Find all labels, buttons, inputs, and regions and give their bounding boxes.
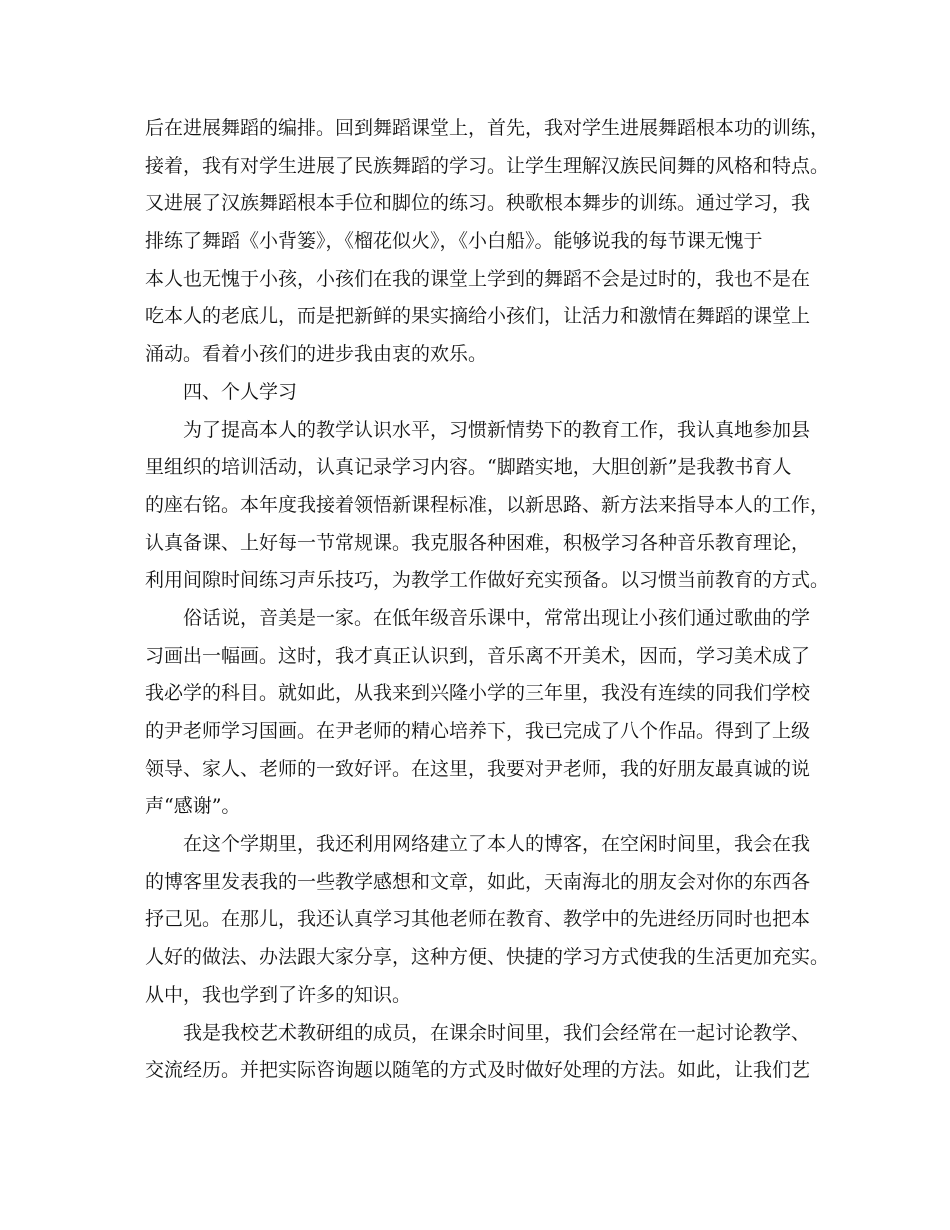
text-line: 又进展了汉族舞蹈根本手位和脚位的练习。秧歌根本舞步的训练。通过学习，我 <box>145 192 811 215</box>
text-line: 抒己见。在那儿，我还认真学习其他老师在教育、教学中的先进经历同时也把本 <box>145 908 811 931</box>
text-line: 交流经历。并把实际咨询题以随笔的方式及时做好处理的方法。如此，让我们艺 <box>145 1059 811 1082</box>
text-line: 从中，我也学到了许多的知识。 <box>145 983 412 1006</box>
paragraph-first-line: 在这个学期里，我还利用网络建立了本人的博客，在空闲时间里，我会在我 <box>183 833 811 856</box>
text-line: 领导、家人、老师的一致好评。在这里，我要对尹老师，我的好朋友最真诚的说 <box>145 757 811 780</box>
text-line: 后在进展舞蹈的编排。回到舞蹈课堂上，首先，我对学生进展舞蹈根本功的训练， <box>145 117 830 139</box>
text-line: 涌动。看着小孩们的进步我由衷的欢乐。 <box>145 343 488 366</box>
paragraph-first-line: 俗话说，音美是一家。在低年级音乐课中，常常出现让小孩们通过歌曲的学 <box>183 606 811 629</box>
text-line: 的博客里发表我的一些教学感想和文章，如此，天南海北的朋友会对你的东西各 <box>145 870 811 893</box>
text-line: 接着，我有对学生进展了民族舞蹈的学习。让学生理解汉族民间舞的风格和特点。 <box>145 154 830 177</box>
document-body <box>145 110 845 1090</box>
text-line: 声“感谢”。 <box>145 795 241 818</box>
text-line: 我必学的科目。就如此，从我来到兴隆小学的三年里，我没有连续的同我们学校 <box>145 682 811 705</box>
text-line: 利用间隙时间练习声乐技巧，为教学工作做好充实预备。以习惯当前教育的方式。 <box>145 569 830 592</box>
text-line: 里组织的培训活动，认真记录学习内容。“脚踏实地，大胆创新”是我教书育人 <box>145 456 792 479</box>
paragraph-first-line: 为了提高本人的教学认识水平，习惯新情势下的教育工作，我认真地参加县 <box>183 418 811 441</box>
text-line: 人好的做法、办法跟大家分享，这种方便、快捷的学习方式使我的生活更加充实。 <box>145 946 830 969</box>
text-line: 习画出一幅画。这时，我才真正认识到，音乐离不开美术，因而，学习美术成了 <box>145 644 811 667</box>
section-heading: 四、个人学习 <box>183 380 298 403</box>
text-line: 本人也无愧于小孩，小孩们在我的课堂上学到的舞蹈不会是过时的，我也不是在 <box>145 267 811 290</box>
text-line: 排练了舞蹈《小背篓》，《榴花似火》，《小白船》。能够说我的每节课无愧于 <box>145 230 763 253</box>
text-line: 的尹老师学习国画。在尹老师的精心培养下，我已完成了八个作品。得到了上级 <box>145 720 811 742</box>
text-line: 认真备课、上好每一节常规课。我克服各种困难，积极学习各种音乐教育理论， <box>145 531 811 554</box>
text-line: 的座右铭。本年度我接着领悟新课程标准，以新思路、新方法来指导本人的工作， <box>145 493 830 516</box>
text-line: 吃本人的老底儿，而是把新鲜的果实摘给小孩们，让活力和激情在舞蹈的课堂上 <box>145 305 811 328</box>
paragraph-first-line: 我是我校艺术教研组的成员，在课余时间里，我们会经常在一起讨论教学、 <box>183 1021 811 1044</box>
